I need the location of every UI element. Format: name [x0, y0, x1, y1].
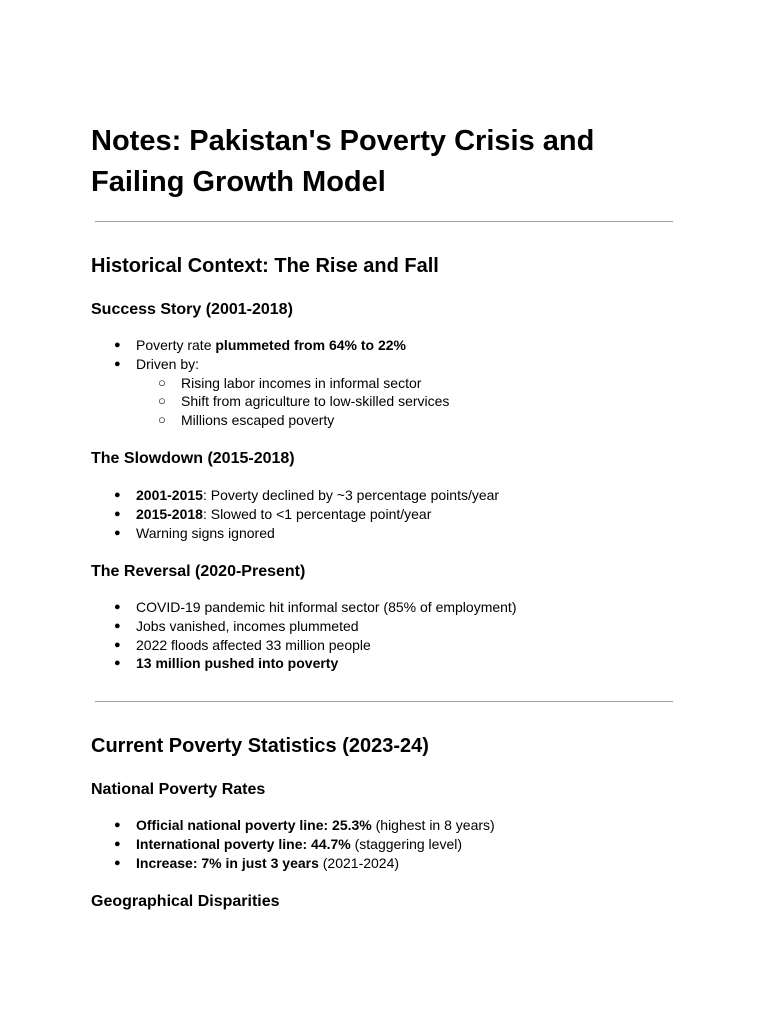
- list-item: ● International poverty line: 44.7% (staggering level): [114, 835, 463, 852]
- bullet-icon: ●: [114, 819, 121, 831]
- bullet-icon: ●: [114, 489, 121, 501]
- list-item: ○ Millions escaped poverty: [158, 412, 335, 429]
- bullet-icon: ●: [114, 507, 121, 520]
- bullet-icon: ●: [114, 601, 121, 613]
- list-item: ● Increase: 7% in just 3 years (2021-2024): [114, 854, 400, 871]
- subheading-success-story: Success Story (2001-2018): [91, 301, 293, 318]
- bullet-icon: ●: [114, 339, 121, 351]
- list-item: ● Driven by:: [114, 355, 200, 372]
- subheading-slowdown: The Slowdown (2015-2018): [91, 450, 295, 467]
- bullet-icon: ●: [114, 657, 121, 670]
- slowdown-list: [0, 486, 499, 542]
- reversal-list: [0, 598, 516, 673]
- hollow-bullet-icon: ○: [158, 393, 166, 409]
- bullet-icon: ●: [114, 619, 121, 632]
- subheading-national-rates: National Poverty Rates: [91, 781, 266, 798]
- divider: [95, 701, 673, 702]
- list-item: ● Official national poverty line: 25.3% (highest in 8 years): [114, 817, 495, 833]
- page-title: Notes: Pakistan's Poverty Crisis and Failing Growth Model: [91, 125, 595, 198]
- list-item: ● Jobs vanished, incomes plummeted: [114, 617, 359, 634]
- hollow-bullet-icon: ○: [158, 374, 166, 390]
- list-item: ● 13 million pushed into poverty: [114, 655, 339, 672]
- list-item: ● COVID-19 pandemic hit informal sector (85% of employment): [114, 599, 517, 615]
- divider: [95, 221, 673, 222]
- section-heading-current: Current Poverty Statistics (2023-24): [91, 735, 429, 757]
- bullet-icon: ●: [114, 856, 121, 869]
- national-rates-list: [0, 816, 495, 872]
- list-item: ● 2022 floods affected 33 million people: [114, 636, 371, 653]
- list-item: ○ Rising labor incomes in informal sector: [158, 374, 422, 391]
- bullet-icon: ●: [114, 357, 121, 370]
- bullet-icon: ●: [114, 526, 121, 539]
- subheading-geographical: Geographical Disparities: [91, 893, 280, 910]
- hollow-bullet-icon: ○: [158, 412, 166, 428]
- bullet-icon: ●: [114, 837, 121, 850]
- list-item: ● 2015-2018: Slowed to <1 percentage point/year: [114, 505, 432, 522]
- section-heading-historical: Historical Context: The Rise and Fall: [91, 255, 439, 277]
- list-item: ● Warning signs ignored: [114, 524, 275, 541]
- bullet-icon: ●: [114, 638, 121, 651]
- success-story-list: [0, 336, 449, 430]
- list-item: ○ Shift from agriculture to low-skilled services: [158, 393, 450, 410]
- list-item: ● Poverty rate plummeted from 64% to 22%: [114, 337, 406, 353]
- list-item: ● 2001-2015: Poverty declined by ~3 percentage points/year: [114, 487, 500, 503]
- subheading-reversal: The Reversal (2020-Present): [91, 563, 306, 580]
